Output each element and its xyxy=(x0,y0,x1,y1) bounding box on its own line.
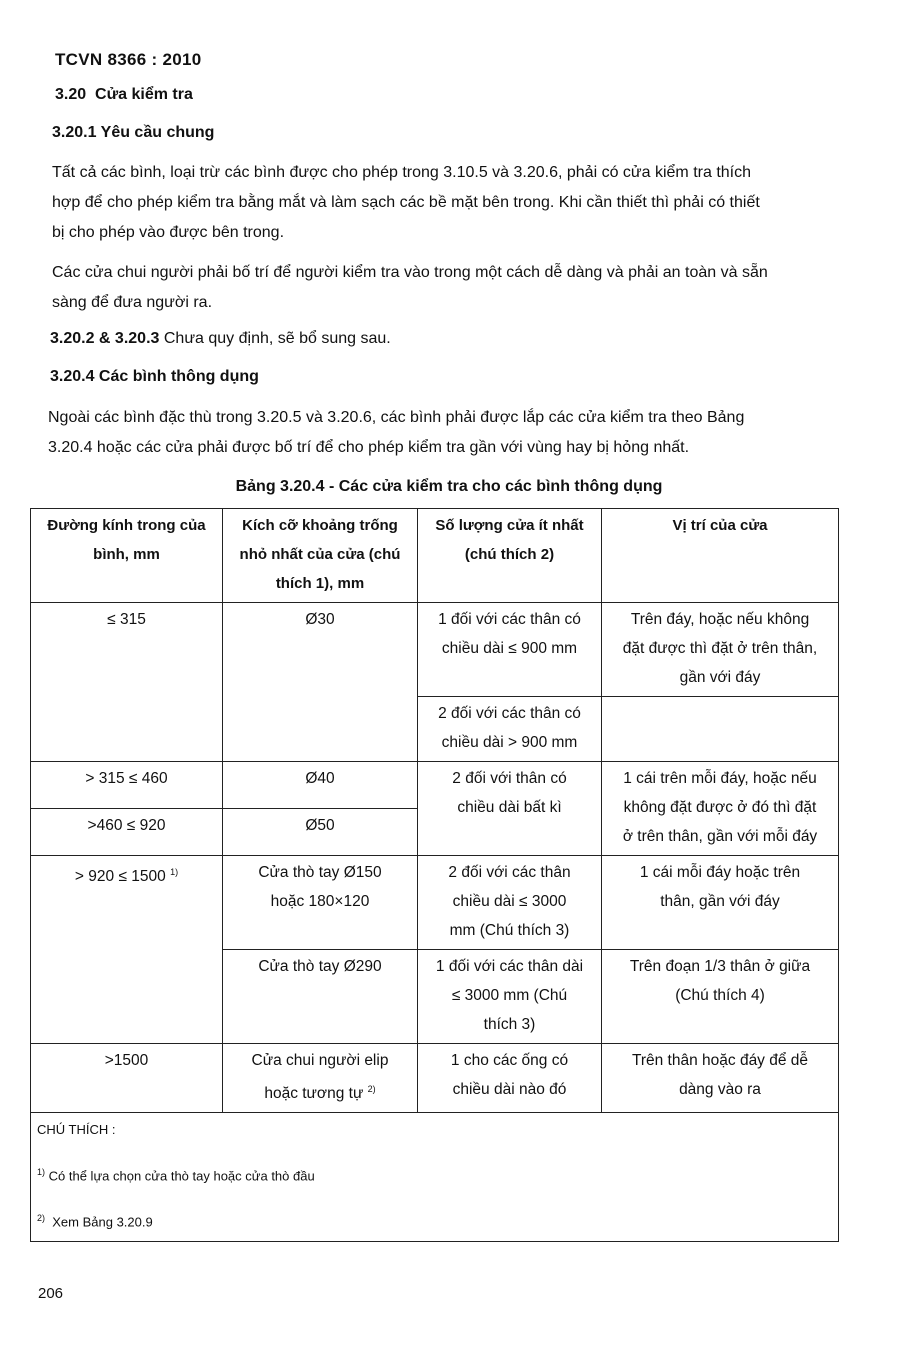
standard-header: TCVN 8366 : 2010 xyxy=(55,50,202,69)
paragraph-3-20-2 xyxy=(50,324,391,354)
cell-quantity: 2 đối với các thân chiều dài ≤ 3000 mm (Chú thích 3) xyxy=(418,856,602,950)
cell-position: Trên đáy, hoặc nếu không đặt được thì đặt ở trên thân, gần với đáy xyxy=(602,603,839,697)
text-line: Các cửa chui người phải bố trí để người kiểm tra vào trong một cách dễ dàng và phải an toàn và sẵn xyxy=(52,264,768,281)
cell-quantity: 1 đối với các thân dài ≤ 3000 mm (Chú thích 3) xyxy=(418,950,602,1044)
text-line: hợp để cho phép kiểm tra bằng mắt và làm sạch các bề mặt bên trong. Khi cần thiết thì phải có thiết xyxy=(52,194,760,211)
note-2: $^{2)}$ Xem Bảng 3.20.9 xyxy=(37,1213,153,1230)
section-heading-3-20 xyxy=(55,86,193,104)
cell-position xyxy=(602,697,839,762)
note-1: $^{1)}$ Có thể lựa chọn cửa thò tay hoặc cửa thò đầu xyxy=(37,1167,315,1184)
cell-opening-size: Cửa thò tay Ø290 xyxy=(223,950,418,1044)
cell-quantity: 2 đối với các thân có chiều dài > 900 mm xyxy=(418,697,602,762)
table-header-row xyxy=(31,509,839,603)
table-caption: Bảng 3.20.4 - Các cửa kiểm tra cho các bình thông dụng xyxy=(235,478,663,495)
text-line: Tất cả các bình, loại trừ các bình được cho phép trong 3.10.5 và 3.20.6, phải có cửa kiểm tra thích xyxy=(52,164,752,181)
cell-position: 1 cái mỗi đáy hoặc trên thân, gần với đáy xyxy=(602,856,839,950)
footnote-ref: 2) xyxy=(367,1084,376,1094)
cell-opening-size: Cửa chui người elip hoặc tương tự $^{2)}$ xyxy=(223,1044,418,1113)
clause-text: Chưa quy định, sẽ bổ sung sau. xyxy=(163,330,391,347)
cell-diameter: >460 ≤ 920 xyxy=(31,809,223,856)
table-row xyxy=(31,1044,839,1113)
section-heading-3-20-4: 3.20.4 Các bình thông dụng xyxy=(50,368,259,385)
cell-position: 1 cái trên mỗi đáy, hoặc nếu không đặt được ở đó thì đặt ở trên thân, gần với mỗi đáy xyxy=(602,762,839,856)
section-number: 3.20 xyxy=(55,86,87,103)
paragraph-common-vessels xyxy=(48,403,744,463)
header-min-opening-size: Kích cỡ khoảng trống nhỏ nhất của cửa (chú thích 1), mm xyxy=(223,509,418,603)
header-min-quantity: Số lượng cửa ít nhất (chú thích 2) xyxy=(418,509,602,603)
header-inner-diameter: Đường kính trong của bình, mm xyxy=(31,509,223,603)
inspection-openings-table xyxy=(30,508,839,1242)
footnote-ref: 1) xyxy=(170,867,179,877)
table-row xyxy=(31,856,839,950)
cell-quantity: 1 cho các ống có chiều dài nào đó xyxy=(418,1044,602,1113)
cell-opening-size: Cửa thò tay Ø150 hoặc 180×120 xyxy=(223,856,418,950)
text-line: bị cho phép vào được bên trong. xyxy=(52,224,285,241)
cell-diameter: >1500 xyxy=(31,1044,223,1113)
cell-diameter: ≤ 315 xyxy=(31,603,223,762)
notes-title: CHÚ THÍCH : xyxy=(37,1122,116,1138)
text-line: Ngoài các bình đặc thù trong 3.20.5 và 3.20.6, các bình phải được lắp các cửa kiểm tra theo Bảng xyxy=(48,409,745,426)
section-heading-3-20-1: 3.20.1 Yêu cầu chung xyxy=(52,124,215,141)
cell-position: Trên thân hoặc đáy để dễ dàng vào ra xyxy=(602,1044,839,1113)
table-row xyxy=(31,603,839,697)
cell-opening-size: Ø30 xyxy=(223,603,418,762)
table-row xyxy=(31,762,839,809)
cell-diameter: > 920 ≤ 1500 $^{1)}$ xyxy=(31,856,223,1044)
clause-number: 3.20.2 & 3.20.3 xyxy=(50,330,160,347)
text-line: sàng để đưa người ra. xyxy=(52,294,213,311)
paragraph-manholes xyxy=(52,258,768,318)
cell-position: Trên đoạn 1/3 thân ở giữa (Chú thích 4) xyxy=(602,950,839,1044)
header-position: Vị trí của cửa xyxy=(602,509,839,603)
cell-diameter: > 315 ≤ 460 xyxy=(31,762,223,809)
table-notes-row xyxy=(31,1113,839,1242)
text-line: 3.20.4 hoặc các cửa phải được bố trí để cho phép kiểm tra gần với vùng hay bị hỏng nhất. xyxy=(48,439,690,456)
cell-quantity: 1 đối với các thân có chiều dài ≤ 900 mm xyxy=(418,603,602,697)
section-title: Cửa kiểm tra xyxy=(95,86,193,103)
paragraph-general-requirements xyxy=(52,158,760,248)
cell-opening-size: Ø40 xyxy=(223,762,418,809)
cell-opening-size: Ø50 xyxy=(223,809,418,856)
cell-quantity: 2 đối với thân có chiều dài bất kì xyxy=(418,762,602,856)
page-number: 206 xyxy=(38,1285,64,1302)
table-notes xyxy=(31,1113,839,1242)
